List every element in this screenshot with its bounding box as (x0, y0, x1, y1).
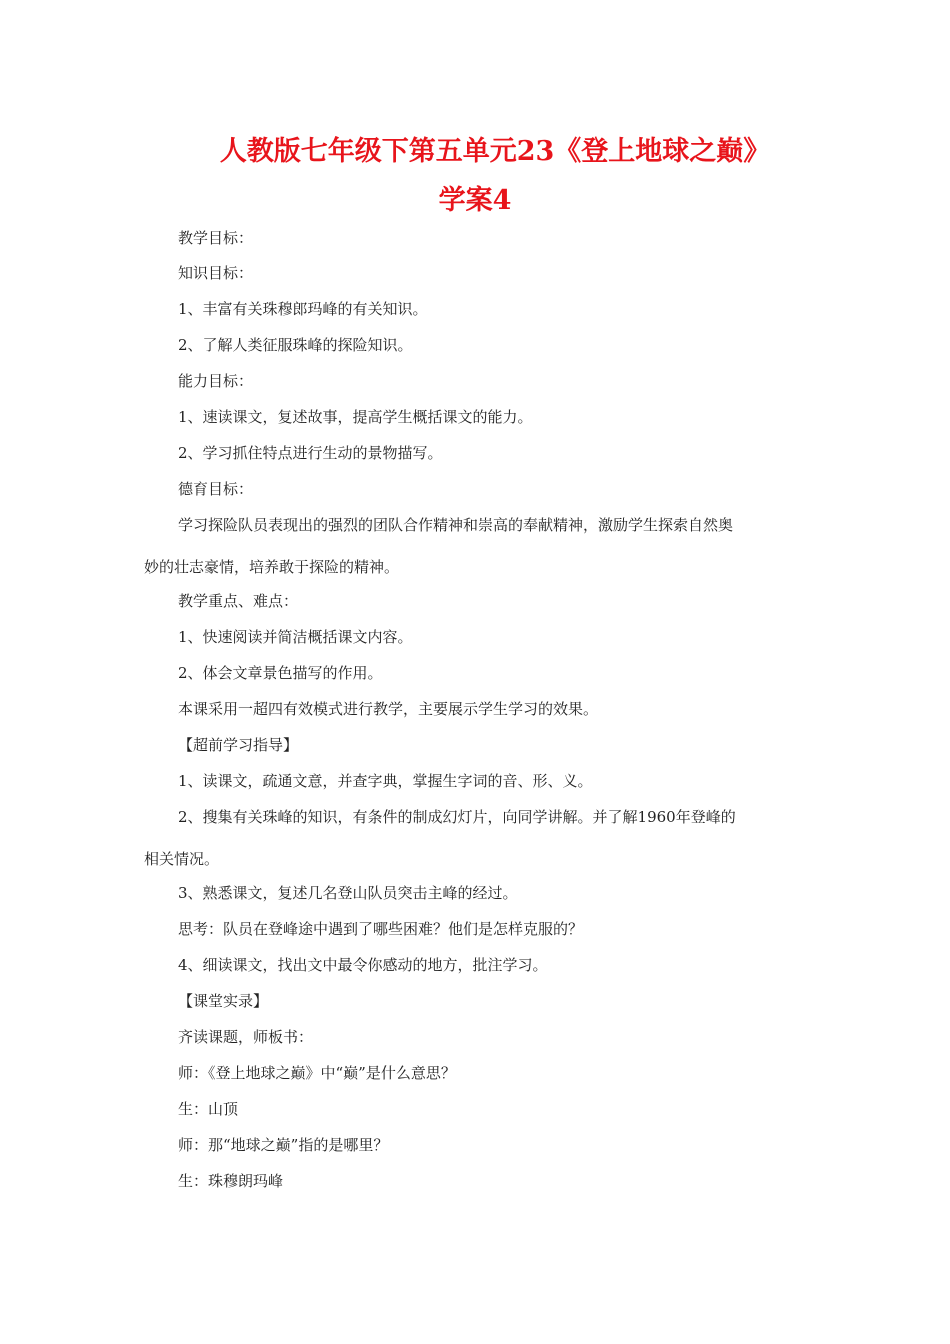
paragraph-line: 1、丰富有关珠穆郎玛峰的有关知识。 (178, 300, 428, 318)
paragraph-line: 本课采用一超四有效模式进行教学，主要展示学生学习的效果。 (178, 700, 599, 718)
paragraph-line: 2、学习抓住特点进行生动的景物描写。 (178, 444, 443, 462)
paragraph-line: 1、读课文，疏通文意，并查字典，掌握生字词的音、形、义。 (178, 772, 593, 790)
paragraph-line: 生：珠穆朗玛峰 (178, 1172, 284, 1190)
paragraph-line: 教学目标： (178, 229, 254, 247)
paragraph-line: 1、快速阅读并简洁概括课文内容。 (178, 628, 413, 646)
paragraph-line: 1、速读课文，复述故事，提高学生概括课文的能力。 (178, 408, 533, 426)
document-title-line-2: 学案4 (438, 185, 512, 216)
paragraph-line: 3、熟悉课文，复述几名登山队员突击主峰的经过。 (178, 884, 518, 902)
paragraph-line: 学习探险队员表现出的强烈的团队合作精神和崇高的奉献精神，激励学生探索自然奥 (178, 516, 734, 534)
paragraph-line: 教学重点、难点： (178, 592, 299, 610)
paragraph-line: 2、了解人类征服珠峰的探险知识。 (178, 336, 413, 354)
paragraph-line: 齐读课题，师板书： (178, 1028, 314, 1046)
section-heading: 【课堂实录】 (178, 992, 269, 1010)
document-title: 人教版七年级下第五单元23《登上地球之巅》 (219, 136, 771, 167)
paragraph-line: 生：山顶 (178, 1100, 239, 1118)
paragraph-line: 相关情况。 (144, 850, 220, 868)
paragraph-line: 思考：队员在登峰途中遇到了哪些困难？他们是怎样克服的？ (178, 920, 584, 938)
paragraph-line: 知识目标： (178, 264, 254, 282)
paragraph-line: 德育目标： (178, 480, 254, 498)
paragraph-line: 4、细读课文，找出文中最令你感动的地方，批注学习。 (178, 956, 548, 974)
paragraph-line: 2、体会文章景色描写的作用。 (178, 664, 383, 682)
paragraph-line: 能力目标： (178, 372, 254, 390)
section-heading: 【超前学习指导】 (178, 736, 299, 754)
paragraph-line: 师：那“地球之巅”指的是哪里？ (178, 1136, 389, 1154)
paragraph-line: 2、搜集有关珠峰的知识，有条件的制成幻灯片，向同学讲解。并了解1960年登峰的 (178, 808, 736, 826)
paragraph-line: 师：《登上地球之巅》中“巅”是什么意思？ (178, 1064, 456, 1082)
paragraph-line: 妙的壮志豪情，培养敢于探险的精神。 (144, 558, 400, 576)
